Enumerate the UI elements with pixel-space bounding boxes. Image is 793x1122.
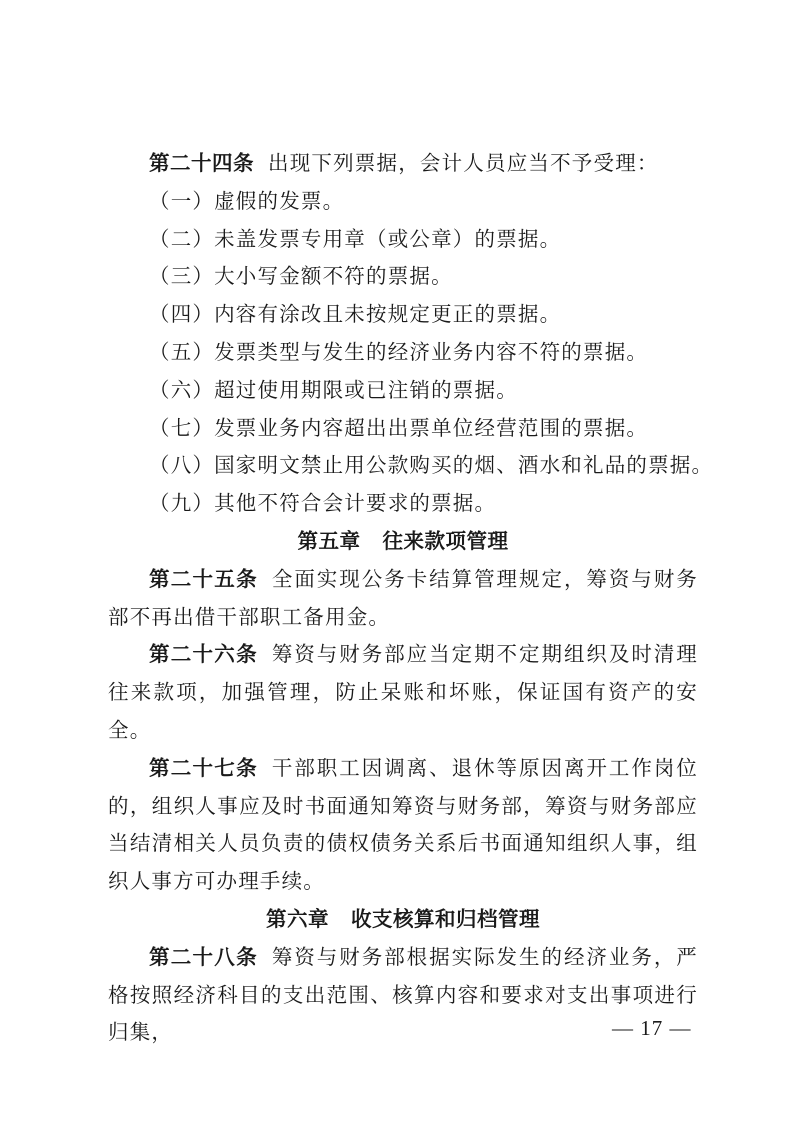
article-24-item-2: （二）未盖发票专用章（或公章）的票据。 [149, 226, 562, 251]
chapter-6-number: 第六章 [266, 906, 329, 931]
article-24-label: 第二十四条 [149, 151, 254, 175]
article-25-text: 全面实现公务卡结算管理规定，筹资与财务部不再出借干部职工备用金。 [108, 566, 699, 629]
article-26-text: 筹资与财务部应当定期不定期组织及时清理往来款项，加强管理，防止呆账和坏账，保证国有资产的安全。 [108, 642, 699, 742]
article-27 [108, 750, 698, 901]
article-26-label: 第二十六条 [149, 642, 258, 667]
article-24-text: 出现下列票据，会计人员应当不予受理： [268, 151, 659, 175]
article-24-item-5: （五）发票类型与发生的经济业务内容不符的票据。 [149, 339, 649, 364]
chapter-5-title: 往来款项管理 [382, 528, 509, 553]
article-28-label: 第二十八条 [149, 944, 258, 969]
chapter-5-number: 第五章 [297, 528, 361, 553]
chapter-6-title: 收支核算和归档管理 [351, 906, 540, 931]
article-25-label: 第二十五条 [149, 566, 258, 591]
article-27-label: 第二十七条 [149, 755, 258, 780]
chapter-6-heading [108, 901, 698, 939]
article-24-item-1: （一）虚假的发票。 [149, 188, 345, 213]
article-24-item-7: （七）发票业务内容超出出票单位经营范围的票据。 [149, 415, 649, 440]
article-24-intro [108, 145, 698, 183]
article-27-text: 干部职工因调离、退休等原因离开工作岗位的，组织人事应及时书面通知筹资与财务部，筹资与财务部应当结清相关人员负责的债权债务关系后书面通知组织人事，组织人事方可办理手续。 [108, 755, 699, 894]
article-28 [108, 939, 698, 1052]
article-24-item-3: （三）大小写金额不符的票据。 [149, 264, 453, 289]
article-25 [108, 561, 698, 637]
article-24-item-4: （四）内容有涂改且未按规定更正的票据。 [149, 302, 562, 327]
article-24-item-9: （九）其他不符合会计要求的票据。 [149, 491, 497, 516]
article-26 [108, 636, 698, 749]
article-24-item-8: （八）国家明文禁止用公款购买的烟、酒水和礼品的票据。 [149, 453, 714, 478]
chapter-5-heading [108, 523, 698, 561]
article-24-item-6: （六）超过使用期限或已注销的票据。 [149, 377, 518, 402]
page-number: — 17 — [612, 1016, 692, 1040]
page-content [108, 145, 714, 1052]
article-28-text: 筹资与财务部根据实际发生的经济业务，严格按照经济科目的支出范围、核算内容和要求对支出事项进行归集， [108, 944, 699, 1045]
